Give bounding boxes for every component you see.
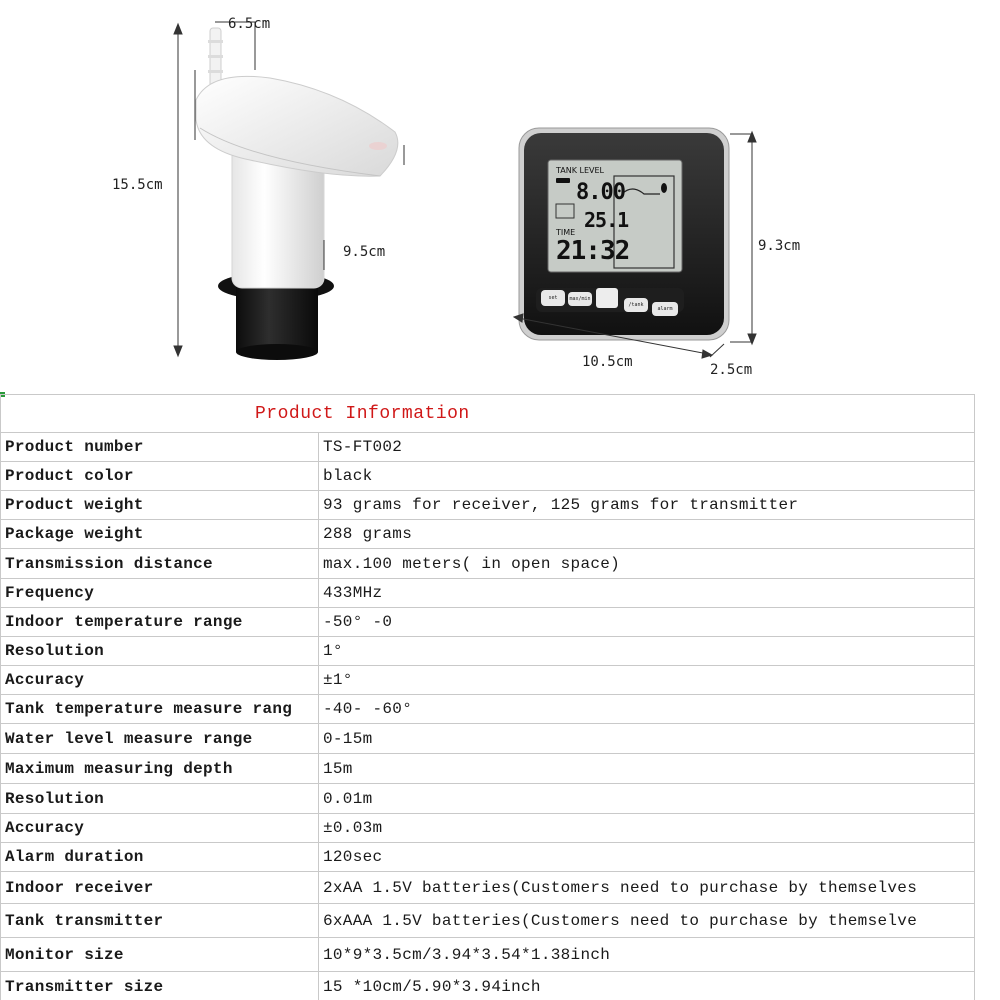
spec-label: Frequency xyxy=(1,579,319,608)
spec-label: Water level measure range xyxy=(1,724,319,754)
spec-value: TS-FT002 xyxy=(319,433,975,462)
spec-value: 2xAA 1.5V batteries(Customers need to purchase by themselves xyxy=(319,872,975,904)
spec-value: 433MHz xyxy=(319,579,975,608)
spec-value: 1° xyxy=(319,637,975,666)
spec-label: Tank temperature measure rang xyxy=(1,695,319,724)
receiver-button-alarm: alarm xyxy=(652,302,678,316)
spec-value: ±0.03m xyxy=(319,814,975,843)
spec-row xyxy=(1,754,975,784)
spec-table-body xyxy=(1,433,975,1000)
receiver-button-set: set xyxy=(541,290,565,306)
spec-value: 0.01m xyxy=(319,784,975,814)
spec-value: 120sec xyxy=(319,843,975,872)
spec-label: Accuracy xyxy=(1,814,319,843)
spec-row xyxy=(1,637,975,666)
spec-row xyxy=(1,666,975,695)
spec-row xyxy=(1,843,975,872)
spec-row xyxy=(1,491,975,520)
transmitter-tube-label: 9.5cm xyxy=(343,244,386,260)
lcd-header: TANK LEVEL xyxy=(556,166,605,175)
spec-value: 15m xyxy=(319,754,975,784)
spec-value: 93 grams for receiver, 125 grams for transmitter xyxy=(319,491,975,520)
spec-label: Resolution xyxy=(1,784,319,814)
spec-row xyxy=(1,579,975,608)
spec-row xyxy=(1,972,975,1000)
spec-value: -40- -60° xyxy=(319,695,975,724)
section-title: Product Information xyxy=(255,404,470,424)
spec-value: 288 grams xyxy=(319,520,975,549)
spec-row xyxy=(1,462,975,491)
spec-row xyxy=(1,433,975,462)
spec-label: Product weight xyxy=(1,491,319,520)
spec-label: Product number xyxy=(1,433,319,462)
transmitter-image xyxy=(196,28,398,360)
spec-label: Indoor receiver xyxy=(1,872,319,904)
receiver-button-tank: /tank xyxy=(624,298,648,312)
product-illustration xyxy=(0,0,1000,392)
product-information-section xyxy=(0,392,1000,1000)
spec-label: Resolution xyxy=(1,637,319,666)
receiver-height-label: 9.3cm xyxy=(758,238,801,254)
spec-row xyxy=(1,904,975,938)
spec-value: 10*9*3.5cm/3.94*3.54*1.38inch xyxy=(319,938,975,972)
spec-row xyxy=(1,608,975,637)
spec-row xyxy=(1,520,975,549)
receiver-button-maxmin: max/min xyxy=(568,292,592,306)
receiver-width-label: 10.5cm xyxy=(582,354,633,370)
spec-label: Indoor temperature range xyxy=(1,608,319,637)
spec-row xyxy=(1,938,975,972)
spec-label: Monitor size xyxy=(1,938,319,972)
spec-row xyxy=(1,549,975,579)
spec-label: Transmitter size xyxy=(1,972,319,1000)
spec-value: -50° -0 xyxy=(319,608,975,637)
spec-row xyxy=(1,695,975,724)
spec-value: max.100 meters( in open space) xyxy=(319,549,975,579)
receiver-depth-label: 2.5cm xyxy=(710,362,753,378)
transmitter-width-label: 6.5cm xyxy=(228,16,271,32)
spec-row xyxy=(1,724,975,754)
spec-label: Tank transmitter xyxy=(1,904,319,938)
spec-row xyxy=(1,814,975,843)
spec-label: Product color xyxy=(1,462,319,491)
spec-value: 0-15m xyxy=(319,724,975,754)
spec-label: Maximum measuring depth xyxy=(1,754,319,784)
spec-label: Alarm duration xyxy=(1,843,319,872)
spec-value: 6xAAA 1.5V batteries(Customers need to purchase by themselve xyxy=(319,904,975,938)
spec-row xyxy=(1,872,975,904)
spec-label: Package weight xyxy=(1,520,319,549)
spec-value: ±1° xyxy=(319,666,975,695)
transmitter-height-label: 15.5cm xyxy=(112,177,163,193)
lcd-time-label: TIME xyxy=(556,228,576,237)
spec-table xyxy=(0,432,975,1000)
spec-value: black xyxy=(319,462,975,491)
lcd-time: 21:32 xyxy=(556,236,630,266)
receiver-button-center xyxy=(596,288,618,308)
spec-value: 15 *10cm/5.90*3.94inch xyxy=(319,972,975,1000)
spec-label: Accuracy xyxy=(1,666,319,695)
spec-label: Transmission distance xyxy=(1,549,319,579)
lcd-temperature: 25.1 xyxy=(584,208,629,232)
product-photos xyxy=(0,0,1000,392)
lcd-level: 8.00 xyxy=(576,180,625,205)
spec-row xyxy=(1,784,975,814)
title-row xyxy=(0,394,975,432)
